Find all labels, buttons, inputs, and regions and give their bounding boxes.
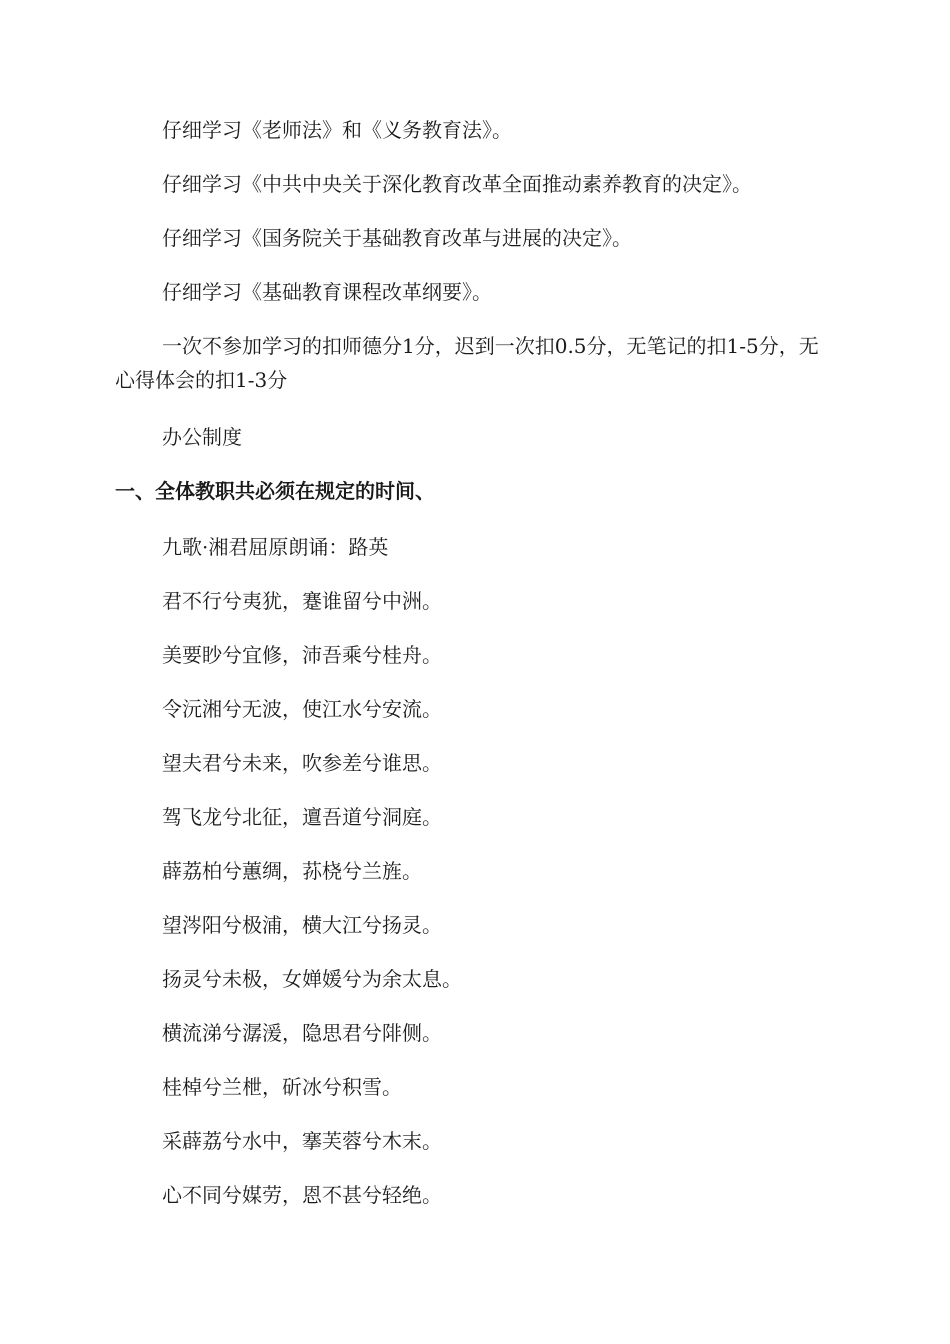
- poem-line: 扬灵兮未极，女婵媛兮为余太息。: [162, 967, 462, 991]
- paragraph-study-teacher-law: 仔细学习《老师法》和《义务教育法》。: [162, 118, 512, 142]
- poem-line: 令沅湘兮无波，使江水兮安流。: [162, 697, 442, 721]
- poem-line: 桂棹兮兰枻，斫冰兮积雪。: [162, 1075, 402, 1099]
- heading-rule-one: 一、全体教职共必须在规定的时间、: [115, 479, 435, 503]
- poem-line: 心不同兮媒劳，恩不甚兮轻绝。: [162, 1183, 442, 1207]
- paragraph-study-state-council-decision: 仔细学习《国务院关于基础教育改革与进展的决定》。: [162, 226, 632, 250]
- paragraph-study-central-decision: 仔细学习《中共中央关于深化教育改革全面推动素养教育的决定》。: [162, 172, 752, 196]
- poem-line: 望夫君兮未来，吹参差兮谁思。: [162, 751, 442, 775]
- poem-line: 驾飞龙兮北征，邅吾道兮洞庭。: [162, 805, 442, 829]
- poem-line: 美要眇兮宜修，沛吾乘兮桂舟。: [162, 643, 442, 667]
- poem-line: 薜荔柏兮蕙绸，荪桡兮兰旌。: [162, 859, 422, 883]
- poem-title: 九歌·湘君屈原朗诵：路英: [162, 535, 389, 559]
- paragraph-penalty-rules: 一次不参加学习的扣师德分1分，迟到一次扣0.5分，无笔记的扣1-5分，无心得体会的扣1-3分: [115, 334, 819, 392]
- poem-line: 望涔阳兮极浦，横大江兮扬灵。: [162, 913, 442, 937]
- paragraph-study-curriculum-reform: 仔细学习《基础教育课程改革纲要》。: [162, 280, 492, 304]
- poem-line: 君不行兮夷犹，蹇谁留兮中洲。: [162, 589, 442, 613]
- section-title-office-system: 办公制度: [162, 425, 242, 449]
- poem-line: 采薜荔兮水中，搴芙蓉兮木末。: [162, 1129, 442, 1153]
- poem-line: 横流涕兮潺湲，隐思君兮陫侧。: [162, 1021, 442, 1045]
